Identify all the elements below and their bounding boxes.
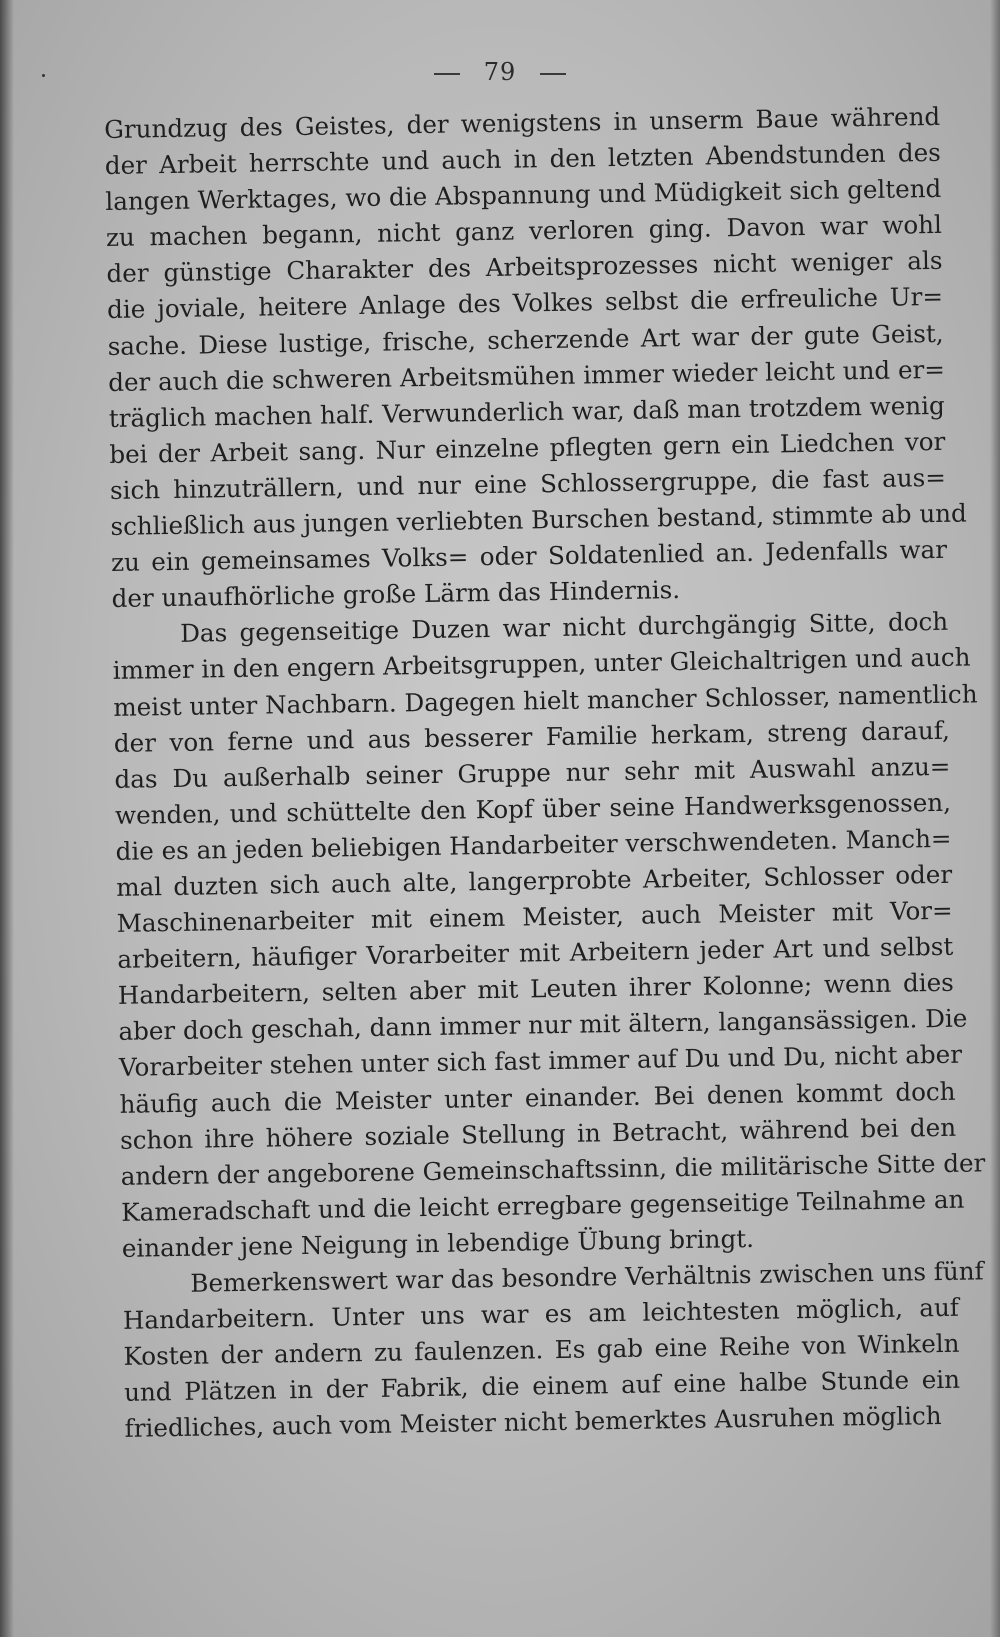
text-line: der unaufhörliche große Lärm das Hindernis. bbox=[111, 575, 681, 614]
text-line: der günstige Charakter des Arbeitsprozesses nicht weniger als bbox=[106, 246, 943, 289]
text-line: der Arbeit herrschte und auch in den letzten Abendstunden des bbox=[104, 137, 941, 181]
text-line: die es an jeden beliebigen Handarbeiter verschwendeten. Manch= bbox=[115, 823, 952, 866]
text-line: sache. Diese lustige, frische, scherzende Art war der gute Geist, bbox=[107, 318, 944, 361]
text-line: Maschinenarbeiter mit einem Meister, auch Meister mit Vor= bbox=[116, 895, 953, 938]
text-line: zu ein gemeinsames Volks= oder Soldatenlied an. Jedenfalls war bbox=[110, 534, 948, 578]
text-line: schon ihre höhere soziale Stellung in Betracht, während bei den bbox=[119, 1112, 957, 1155]
text-line: meist unter Nachbarn. Dagegen hielt mancher Schlosser, namentlich bbox=[113, 678, 978, 722]
text-line: langen Werktages, wo die Abspannung und Müdigkeit sich geltend bbox=[105, 174, 942, 217]
text-line: friedliches, auch vom Meister nicht bemerktes Ausruhen möglich bbox=[124, 1401, 942, 1444]
header-dash-left bbox=[434, 73, 460, 75]
text-line: der von ferne und aus besserer Familie herkam, streng darauf, bbox=[113, 715, 951, 758]
text-line: der auch die schweren Arbeitsmühen immer wieder leicht und er= bbox=[108, 354, 946, 397]
text-line: Handarbeitern. Unter uns war es am leichtesten möglich, auf bbox=[122, 1292, 960, 1335]
text-line: bei der Arbeit sang. Nur einzelne pflegten gern ein Liedchen vor bbox=[109, 426, 946, 469]
text-line: zu machen begann, nicht ganz verloren ging. Davon war wohl bbox=[105, 210, 943, 253]
text-line: einander jene Neigung in lebendige Übung bringt. bbox=[121, 1223, 755, 1263]
paragraph bbox=[104, 99, 967, 617]
paragraph bbox=[122, 1254, 984, 1448]
text-line: und Plätzen in der Fabrik, die einem auf eine halbe Stunde ein bbox=[123, 1364, 961, 1408]
text-line: aber doch geschah, dann immer nur mit ältern, langansässigen. Die bbox=[118, 1003, 968, 1047]
text-line: Das gegenseitige Duzen war nicht durchgängig Sitte, doch bbox=[179, 607, 949, 649]
text-line: andern der angeborene Gemeinschaftssinn, die militärische Sitte der bbox=[120, 1148, 986, 1191]
text-line: Grundzug des Geistes, der wenigstens in unserm Baue während bbox=[104, 101, 941, 144]
text-line: sich hinzuträllern, und nur eine Schlossergruppe, die fast aus= bbox=[109, 462, 947, 505]
text-line: immer in den engern Arbeitsgruppen, unter Gleichaltrigen und auch bbox=[112, 642, 971, 686]
text-line: die joviale, heitere Anlage des Volkes selbst die erfreuliche Ur= bbox=[106, 282, 944, 325]
body-text bbox=[104, 99, 986, 1447]
text-line: mal duzten sich auch alte, langerprobte Arbeiter, Schlosser oder bbox=[115, 859, 953, 902]
text-line: Kameradschaft und die leicht erregbare gegenseitige Teilnahme an bbox=[121, 1184, 965, 1227]
paragraph bbox=[112, 604, 986, 1267]
header-dash-right bbox=[540, 73, 566, 75]
text-line: Vorarbeiter stehen unter sich fast immer auf Du und Du, nicht aber bbox=[118, 1040, 963, 1083]
text-line: Bemerkenswert war das besondre Verhältnis zwischen uns fünf bbox=[190, 1256, 984, 1298]
text-line: Kosten der andern zu faulenzen. Es gab eine Reihe von Winkeln bbox=[123, 1328, 960, 1372]
page-header bbox=[0, 58, 1000, 86]
text-line: schließlich aus jungen verliebten Burschen bestand, stimmte ab und bbox=[110, 498, 967, 541]
text-line: Handarbeitern, selten aber mit Leuten ihrer Kolonne; wenn dies bbox=[117, 968, 955, 1011]
text-line: träglich machen half. Verwunderlich war, daß man trotzdem wenig bbox=[108, 390, 945, 433]
page-number: 79 bbox=[483, 58, 517, 86]
text-line: häufig auch die Meister unter einander. Bei denen kommt doch bbox=[119, 1076, 956, 1119]
text-line: wenden, und schüttelte den Kopf über seine Handwerksgenossen, bbox=[114, 787, 952, 830]
text-line: arbeitern, häufiger Vorarbeiter mit Arbeitern jeder Art und selbst bbox=[117, 931, 954, 975]
text-line: das Du außerhalb seiner Gruppe nur sehr mit Auswahl anzu= bbox=[114, 751, 951, 794]
